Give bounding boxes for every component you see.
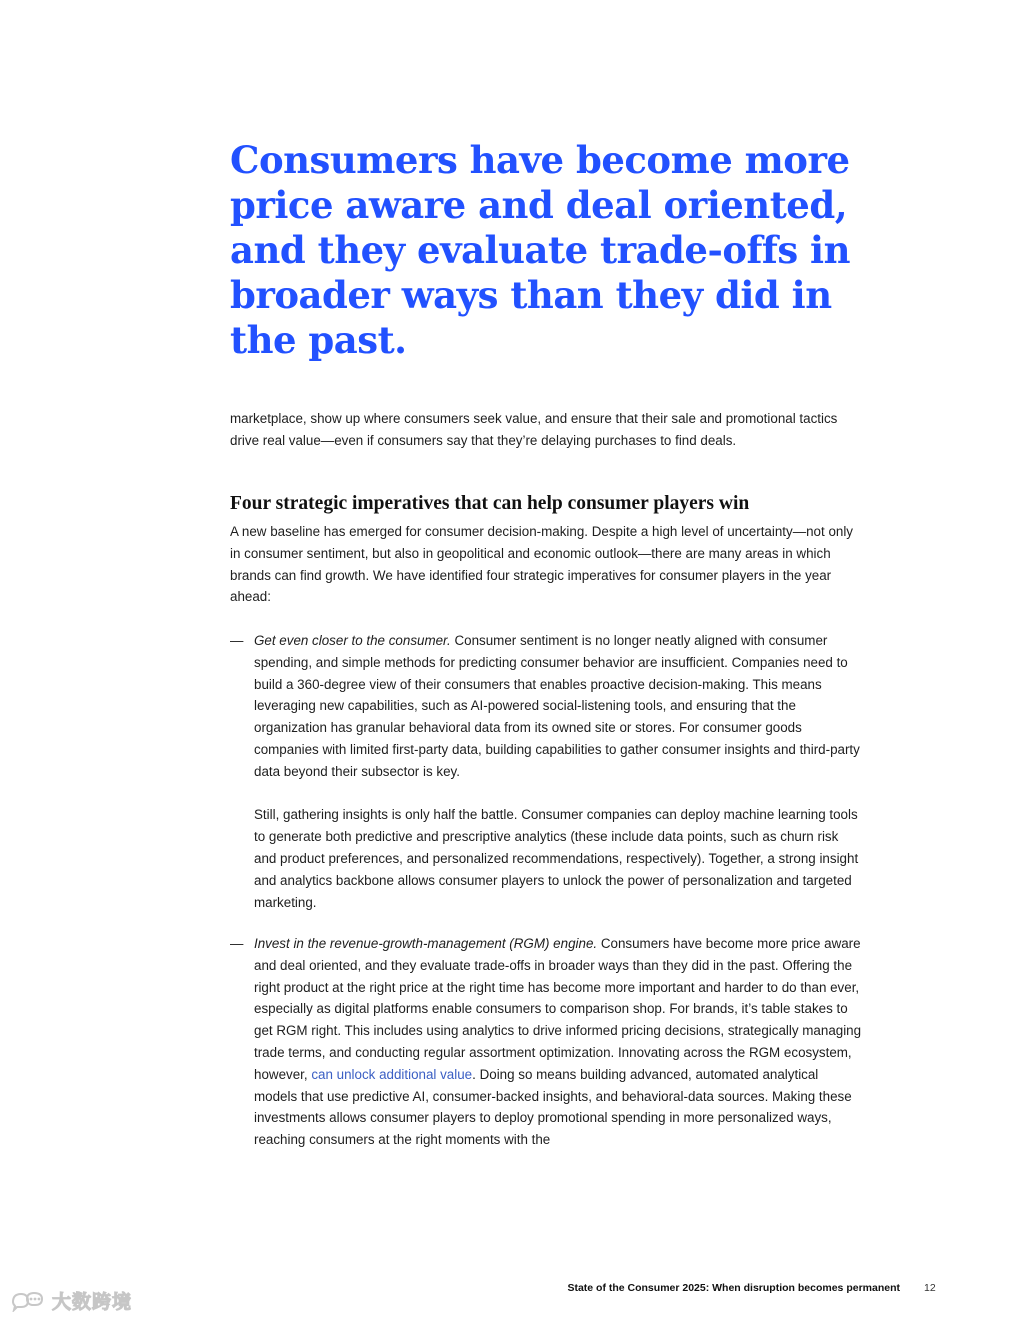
bullet-dash: — (230, 936, 244, 951)
intro-paragraph: marketplace, show up where consumers seek value, and ensure that their sale and promotional tactics drive real value—even if consumers say that they’re delaying purchases to find deals. (230, 411, 838, 448)
additional-value-link[interactable]: can unlock additional value (311, 1066, 473, 1082)
pull-quote: Consumers have become more price aware and deal oriented, and they evaluate trade-offs in broader ways than they did in the past. (230, 138, 851, 362)
watermark-text (50, 1288, 142, 1314)
page-number: 12 (924, 1282, 936, 1294)
svg-text:大数跨境: 大数跨境 (52, 1291, 133, 1313)
chat-bubbles-logo-icon (10, 1290, 46, 1312)
imperative-2-text-after-link: . Doing so means building advanced, automated analytical models that use predictive AI, consumer-backed insights, and behavioral-data sources. Making these investments allows consumer players to deploy promotional spending in more personalized ways, reaching consumers at the right moments with the (254, 1066, 852, 1148)
imperative-2-text-before-link: Consumers have become more price aware and deal oriented, and they evaluate trade-offs in broader ways than they did in the past. Offering the right product at the right price at the right time has become more important and harder to do than ever, especially as digital platforms enable consumers to comparison shop. For brands, it’s table stakes to get RGM right. This includes using analytics to drive informed pricing decisions, strategically managing trade terms, and conducting regular assortment optimization. Innovating across the RGM ecosystem, however, (254, 936, 862, 1082)
imperative-item-1 (230, 630, 862, 913)
watermark (10, 1288, 142, 1314)
imperative-2-paragraph (254, 933, 862, 1151)
imperative-1-text: Consumer sentiment is no longer neatly aligned with consumer spending, and simple methods for predicting consumer behavior are insufficient. Companies need to build a 360-degree view of their consumers that enables proactive decision-making. This means leveraging new capabilities, such as AI-powered social-listening tools, and ensuring that the organization has granular behavioral data from its owned site or stores. For consumer goods companies with limited first-party data, building capabilities to gather consumer insights and third-party data beyond their subsector is key. (254, 633, 860, 779)
section-intro-paragraph: A new baseline has emerged for consumer decision-making. Despite a high level of uncertainty—not only in consumer sentiment, but also in geopolitical and economic outlook—there are many areas in which brands can find growth. We have identified four strategic imperatives for consumer players in the year ahead: (230, 524, 854, 605)
section-heading: Four strategic imperatives that can help consumer players win (230, 493, 750, 514)
imperative-1-paragraph (254, 630, 862, 783)
bullet-dash: — (230, 633, 244, 648)
footer-report-title: State of the Consumer 2025: When disruption becomes permanent (567, 1282, 900, 1294)
imperative-1-continuation: Still, gathering insights is only half the battle. Consumer companies can deploy machine learning tools to generate both predictive and prescriptive analytics (these include data points, such as churn risk and product preferences, and personalized recommendations, respectively). Together, a strong insight and analytics backbone allows consumer players to unlock the power of personalization and targeted marketing. (254, 807, 859, 910)
imperative-1-lead: Get even closer to the consumer. (254, 633, 451, 648)
imperative-item-2 (230, 933, 862, 1151)
imperative-2-lead: Invest in the revenue-growth-management (RGM) engine. (254, 936, 598, 951)
